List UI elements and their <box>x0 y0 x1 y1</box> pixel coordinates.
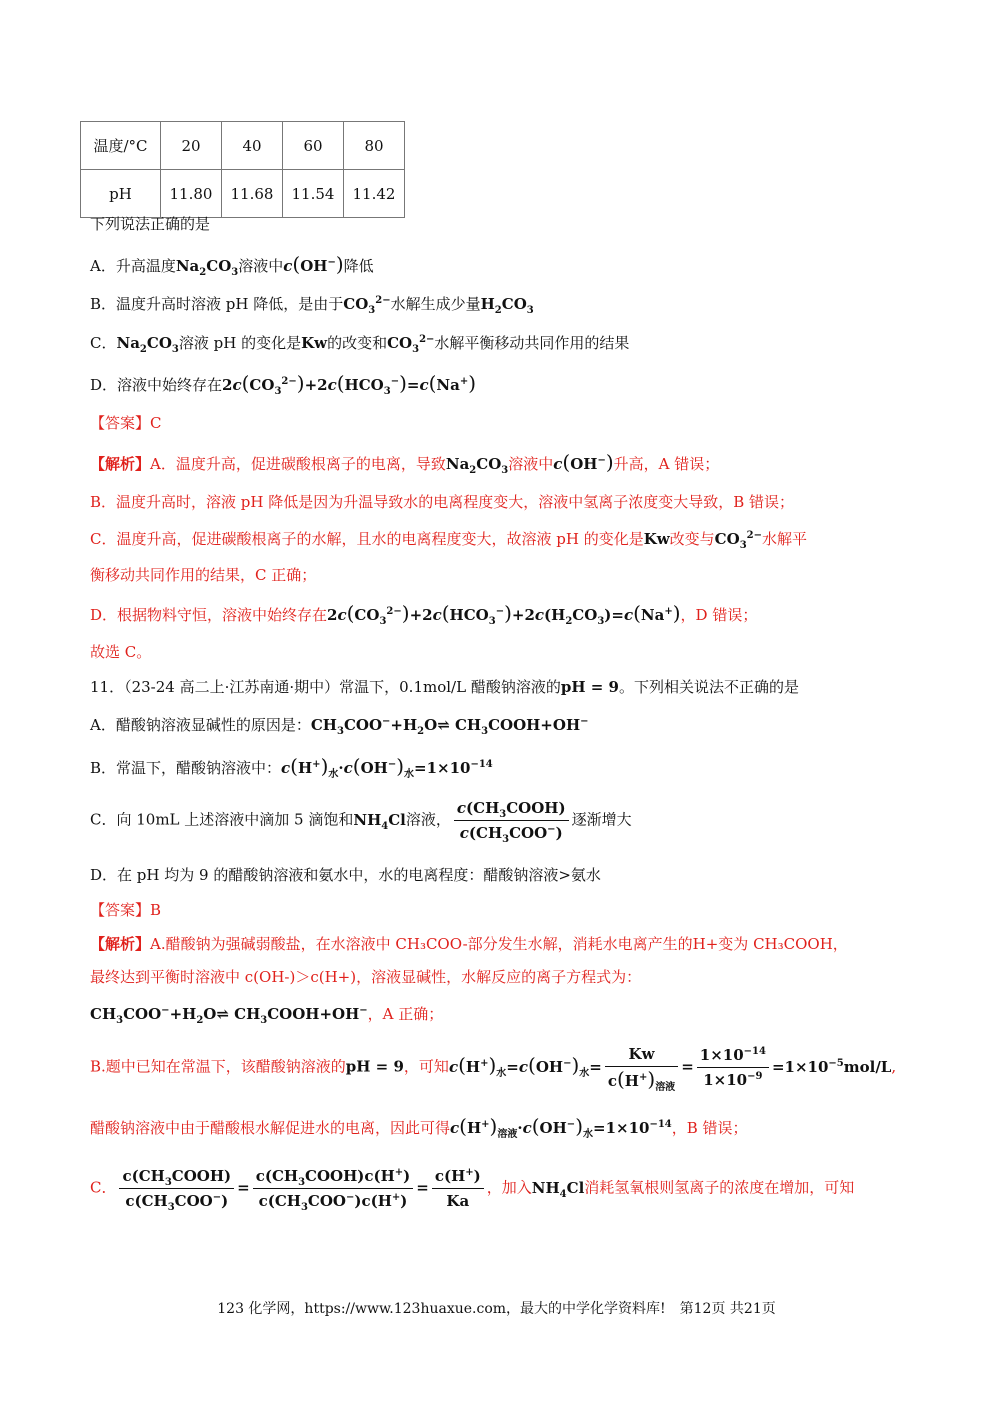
option-d: D．在 pH 均为 9 的醋酸钠溶液和氨水中，水的电离程度：醋酸钠溶液>氨水 <box>90 866 601 884</box>
table-cell: 11.54 <box>283 170 344 218</box>
table-row <box>81 122 405 170</box>
option-text: 水解生成少量 <box>390 295 481 313</box>
explanation-text: 改变与 <box>669 530 715 548</box>
option-a: A．升高温度$Na_2CO_3$溶液中c(OH−)降低 <box>90 252 374 278</box>
table-cell: 11.68 <box>222 170 283 218</box>
fraction: $\frac{Kw}{c(H^+)_{溶液}}$ <box>605 1043 678 1092</box>
explanation-text: 升高，A 错误； <box>613 455 720 473</box>
explanation-tag: 【解析】 <box>90 935 151 953</box>
page-footer: 123 化学网，https://www.123huaxue.com，最大的中学化学资料库! 第12页 共21页 <box>217 1301 776 1317</box>
option-text: 的改变和 <box>327 334 388 352</box>
option-text: A．醋酸钠溶液显碱性的原因是： <box>90 716 311 734</box>
option-b: B．温度升高时溶液 pH 降低，是由于$CO_3^{2-}$水解生成少量$H_2CO_3$ <box>90 295 534 316</box>
fraction: $\frac{c(CH_3COOH)c(H^+)}{c(CH_3COO^-)c(H^+)}$ <box>253 1165 414 1212</box>
option-text: A．升高温度 <box>90 257 176 275</box>
question-11-stem: 11．（23-24 高二上·江苏南通·期中）常温下，0.1mol/L 醋酸钠溶液的pH = 9。下列相关说法不正确的是 <box>90 678 799 696</box>
explanation-text: 溶液中 <box>508 455 554 473</box>
explanation-text: 水解平 <box>762 530 808 548</box>
table-cell: pH <box>81 170 161 218</box>
question-text: 。下列相关说法不正确的是 <box>618 678 799 696</box>
choose-line: 故选 C。 <box>90 643 152 661</box>
option-text: D．溶液中始终存在 <box>90 376 223 394</box>
temperature-ph-table <box>80 121 405 218</box>
question-text: 11．（23-24 高二上·江苏南通·期中）常温下，0.1mol/L 醋酸钠溶液的 <box>90 678 561 696</box>
question-stem: 下列说法正确的是 <box>90 215 211 233</box>
explanation-text: 醋酸钠溶液中由于醋酸根水解促进水的电离，因此可得 <box>90 1119 451 1137</box>
explanation-c: C．温度升高，促进碳酸根离子的水解，且水的电离程度变大，故溶液 pH 的变化是Kw改变与$CO_3^{2-}$水解平 <box>90 530 808 551</box>
explanation-text: C．温度升高，促进碳酸根离子的水解，且水的电离程度变大，故溶液 pH 的变化是 <box>90 530 644 548</box>
table-cell: 40 <box>222 122 283 170</box>
explanation-c-cont: 衡移动共同作用的结果，C 正确； <box>90 566 317 584</box>
explanation-text: A．温度升高，促进碳酸根离子的电离，导致 <box>150 455 446 473</box>
explanation-text: ，加入 <box>486 1178 532 1197</box>
option-text: 溶液 pH 的变化是 <box>178 334 302 352</box>
table-row <box>81 170 405 218</box>
option-text: B．温度升高时溶液 pH 降低，是由于 <box>90 295 344 313</box>
fraction: $\frac{1\times 10^{-14}}{1\times 10^{-9}}$ <box>697 1044 769 1091</box>
answer-label: 【答案】B <box>90 901 162 919</box>
explanation-text: ，可知 <box>403 1057 449 1076</box>
option-text: 溶液， <box>405 810 451 829</box>
explanation-text: ，D 错误； <box>680 606 758 624</box>
explanation-b: B．温度升高时，溶液 pH 降低是因为升温导致水的电离程度变大，溶液中氢离子浓度变大导致，B 错误； <box>90 493 795 511</box>
option-text: C．向 10mL 上述溶液中滴加 5 滴饱和 <box>90 810 354 829</box>
option-text: B．常温下，醋酸钠溶液中： <box>90 759 282 777</box>
explanation-tag: 【解析】 <box>90 455 151 473</box>
fraction: $\frac{c(H^+)}{Ka}$ <box>432 1165 484 1212</box>
table-cell: 20 <box>161 122 222 170</box>
explanation-text: A.醋酸钠为强碱弱酸盐，在水溶液中 CH₃COO-部分发生水解，消耗水电离产生的H+变为 CH₃COOH， <box>150 935 848 953</box>
explanation-text: D．根据物料守恒，溶液中始终存在 <box>90 606 328 624</box>
explanation-a <box>90 933 848 955</box>
fraction: $\frac{c(CH_3COOH)}{c(CH_3COO^-)}$ <box>119 1165 234 1212</box>
explanation-b: B.题中已知在常温下，该醋酸钠溶液的pH = 9，可知$c(H^+)_水=c(OH^-)_水=$ $\frac{Kw}{c(H^+)_{溶液}}$ = $\frac{1\times 10^{-14}}{1\times 10^{-9}}$ $=1\times 10^{-5}mol/L$, <box>90 1045 897 1093</box>
explanation-text: 消耗氢氧根则氢离子的浓度在增加，可知 <box>584 1178 855 1197</box>
option-c: C．$Na_2CO_3$溶液 pH 的变化是Kw的改变和$CO_3^{2-}$水解平衡移动共同作用的结果 <box>90 334 630 355</box>
table-cell: 11.80 <box>161 170 222 218</box>
option-text: 降低 <box>343 257 374 275</box>
option-b: B．常温下，醋酸钠溶液中：$c(H^+)_水\cdot c(OH^-)_水=1\times 10^{-14}$ <box>90 754 493 780</box>
answer-label: 【答案】C <box>90 414 162 432</box>
option-text: 逐渐增大 <box>571 810 632 829</box>
option-d: D．溶液中始终存在$2c(CO_3^{2-})+2c(HCO_3^-)=c(Na^+)$ <box>90 371 477 397</box>
table-cell: 温度/°C <box>81 122 161 170</box>
explanation-text: C． <box>90 1178 117 1197</box>
table-cell: 60 <box>283 122 344 170</box>
option-text: C． <box>90 334 117 352</box>
option-text: 水解平衡移动共同作用的结果 <box>434 334 630 352</box>
explanation-text: B.题中已知在常温下，该醋酸钠溶液的 <box>90 1057 346 1076</box>
table-cell: 80 <box>344 122 405 170</box>
explanation-a-cont: 最终达到平衡时溶液中 c(OH-)＞c(H+)，溶液显碱性，水解反应的离子方程式为： <box>90 968 642 986</box>
table-cell: 11.42 <box>344 170 405 218</box>
explanation-text: ，A 正确； <box>367 1005 444 1023</box>
explanation-d: D．根据物料守恒，溶液中始终存在$2c(CO_3^{2-})+2c(HCO_3^-)+2c(H_2CO_3)=c(Na^+)$，D 错误； <box>90 601 758 627</box>
fraction: $\frac{c(CH_3COOH)}{c(CH_3COO^-)}$ <box>454 797 569 844</box>
explanation-a-equation: $CH_3COO^-+H_2O\rightleftharpoons$ $CH_3COOH+OH^-$，A 正确； <box>90 1005 444 1026</box>
explanation-text: ，B 错误； <box>671 1119 748 1137</box>
option-text: 溶液中 <box>238 257 284 275</box>
explanation-b-cont: 醋酸钠溶液中由于醋酸根水解促进水的电离，因此可得$c(H^+)_{溶液}\cdot c(OH^-)_水=1\times 10^{-14}$，B 错误； <box>90 1114 748 1140</box>
explanation-c: C． $\frac{c(CH_3COOH)}{c(CH_3COO^-)}$ = $\frac{c(CH_3COOH)c(H^+)}{c(CH_3COO^-)c(H^+)}$ = $\frac{c(H^+)}{Ka}$ ，加入$NH_4Cl$消耗氢氧根则氢离子的浓度在增加，可知 <box>90 1167 855 1213</box>
option-a: A．醋酸钠溶液显碱性的原因是：$CH_3COO^-+H_2O\rightleftharpoons$ $CH_3COOH+OH^-$ <box>90 716 589 737</box>
option-c: C．向 10mL 上述溶液中滴加 5 滴饱和$NH_4Cl$溶液， $\frac{c(CH_3COOH)}{c(CH_3COO^-)}$ 逐渐增大 <box>90 799 632 845</box>
explanation-a: 【解析】A．温度升高，促进碳酸根离子的电离，导致$Na_2CO_3$溶液中c(OH−)升高，A 错误； <box>90 450 720 476</box>
